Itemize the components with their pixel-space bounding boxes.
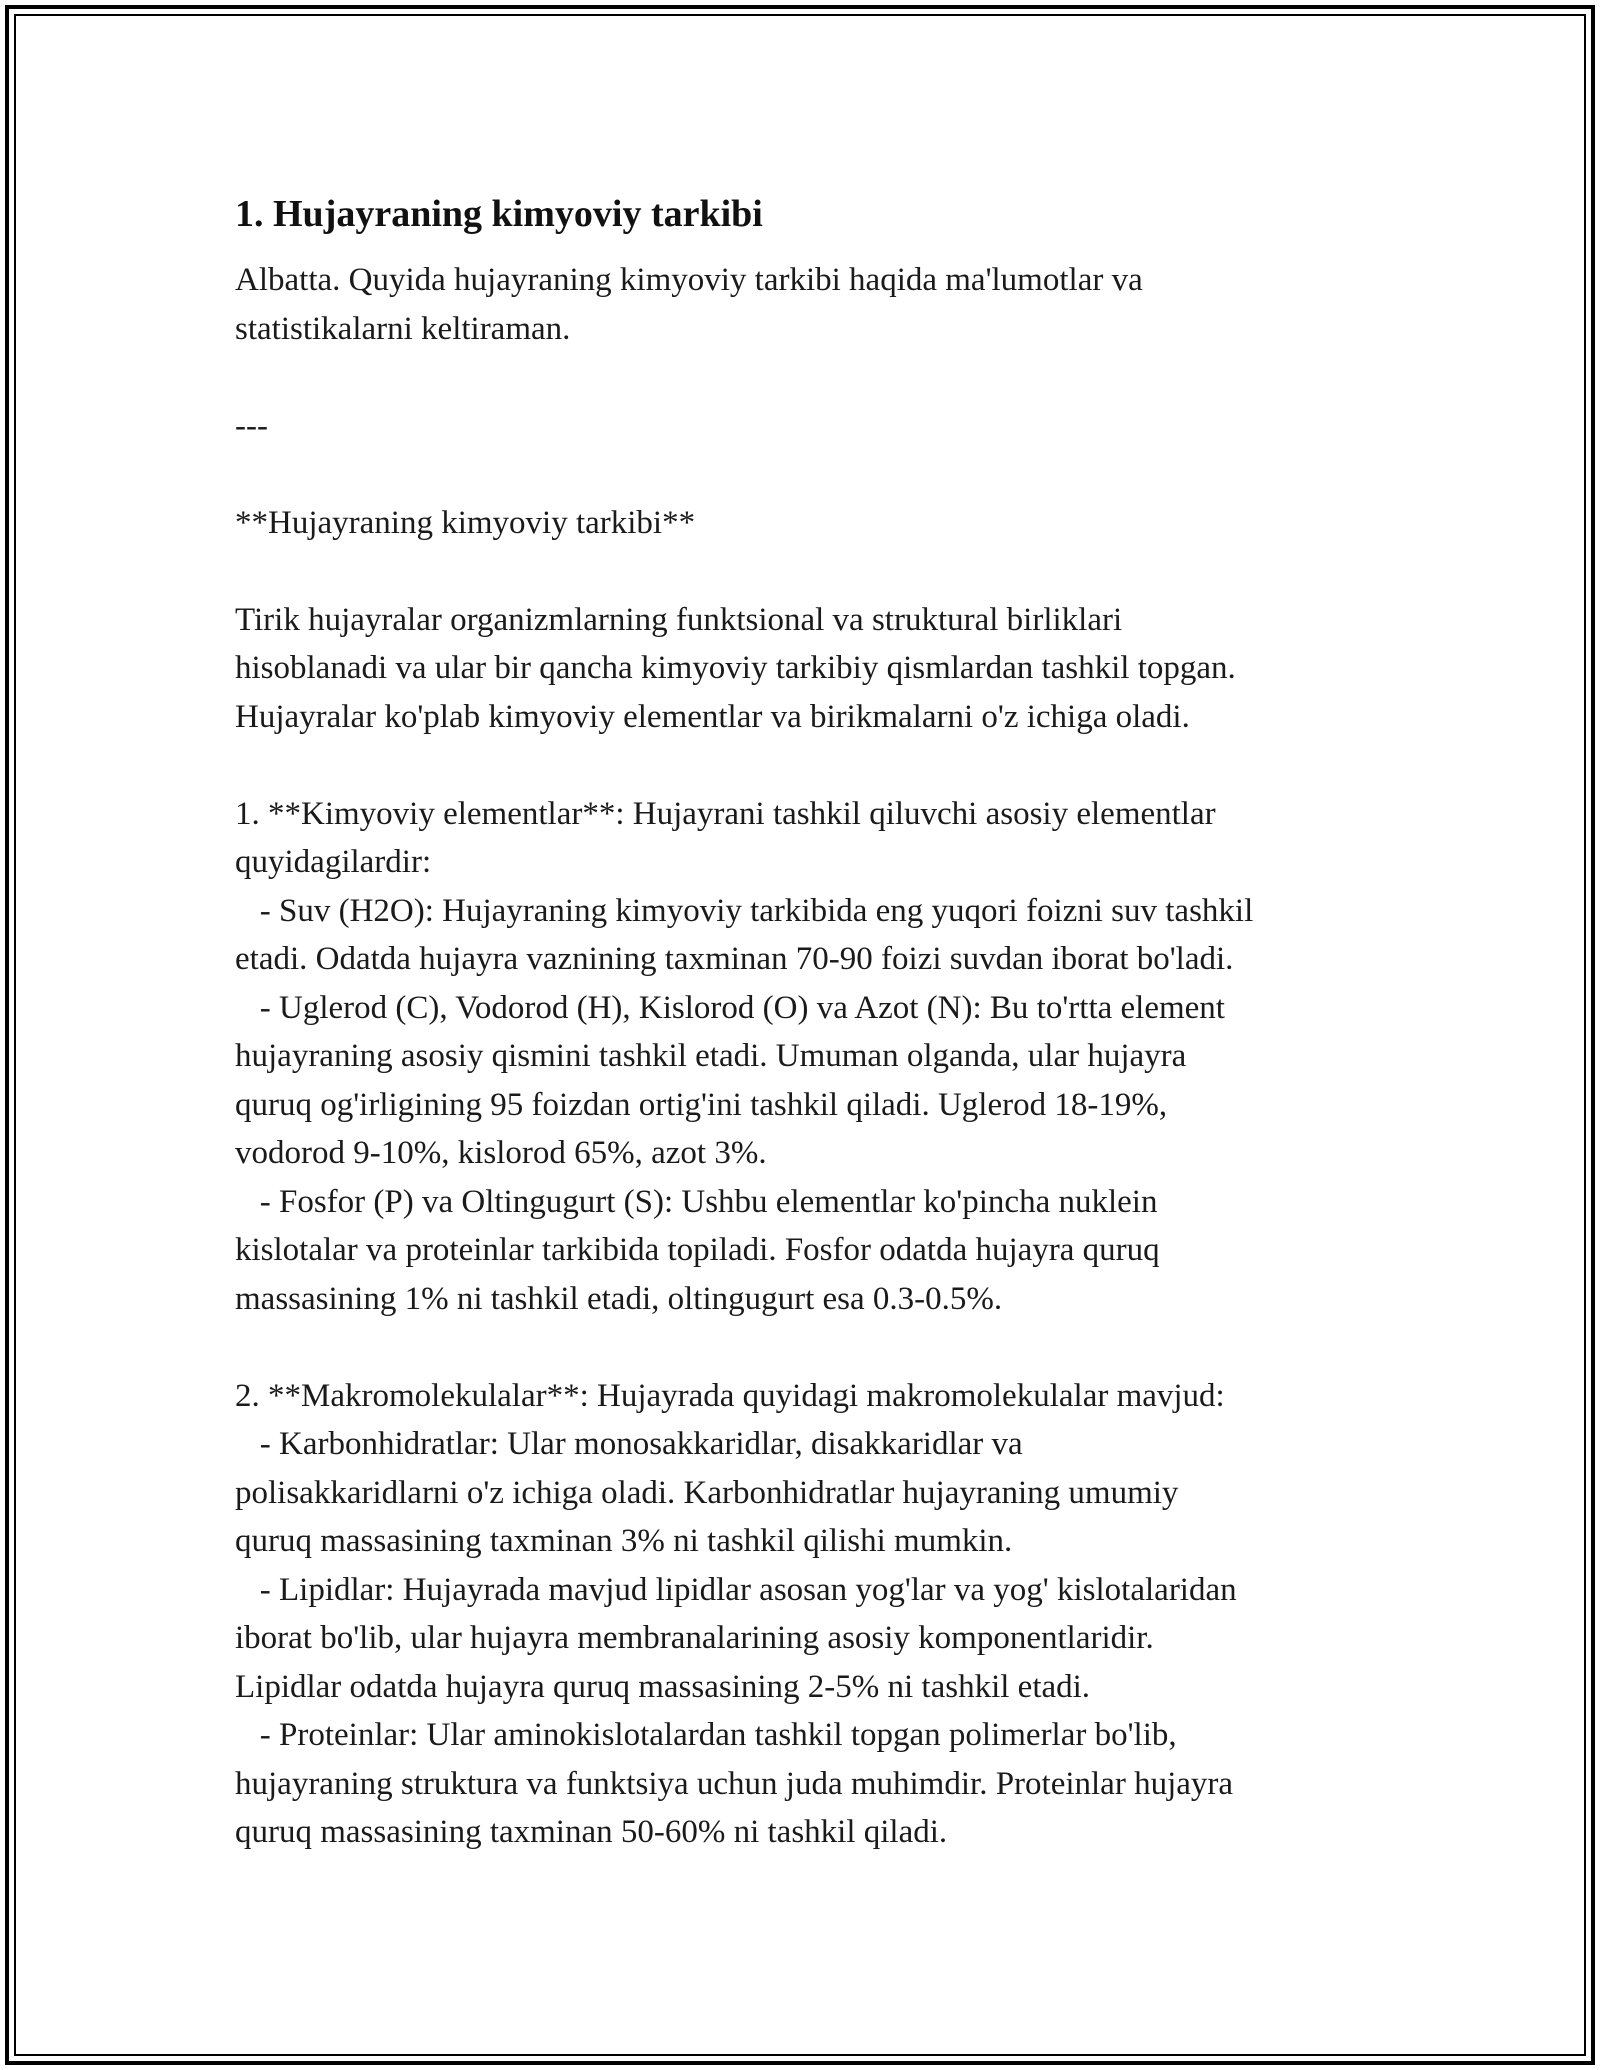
document-body: Albatta. Quyida hujayraning kimyoviy tarkibi haqida ma'lumotlar va statistikalarni keltiraman. --- **Hujayraning kimyoviy tarkibi** Tirik hujayralar organizmlarning funktsional va struktural birliklari hisoblanadi va ular bir qancha kimyoviy tarkibiy qismlardan tashkil topgan. Hujayralar ko'plab kimyoviy elementlar va birikmalarni o'z ichiga oladi. 1. **Kimyoviy elementlar**: Hujayrani tashkil qiluvchi asosiy elementlar quyidagilardir: - Suv (H2O): Hujayraning kimyoviy tarkibida eng yuqori foizni suv tashkil etadi. Odatda hujayra vaznining taxminan 70-90 foizi suvdan iborat bo'ladi. - Uglerod (C), Vodorod (H), Kislorod (O) va Azot (N): Bu to'rtta element hujayraning asosiy qismini tashkil etadi. Umuman olganda, ular hujayra quruq og'irligining 95 foizdan ortig'ini tashkil qiladi. Uglerod 18-19%, vodorod 9-10%, kislorod 65%, azot 3%. - Fosfor (P) va Oltingugurt (S): Ushbu elementlar ko'pincha nuklein kislotalar va proteinlar tarkibida topiladi. Fosfor odatda hujayra quruq massasining 1% ni tashkil etadi, oltingugurt esa 0.3-0.5%. 2. **Makromolekulalar**: Hujayrada quyidagi makromolekulalar mavjud: - Karbonhidratlar: Ular monosakkaridlar, disakkaridlar va polisakkaridlarni o'z ichiga oladi. Karbonhidratlar hujayraning umumiy quruq massasining taxminan 3% ni tashkil qilishi mumkin. - Lipidlar: Hujayrada mavjud lipidlar asosan yog'lar va yog' kislotalaridan iborat bo'lib, ular hujayra membranalarining asosiy komponentlaridir. Lipidlar odatda hujayra quruq massasining 2-5% ni tashkil etadi. - Proteinlar: Ular aminokislotalardan tashkil topgan polimerlar bo'lib, hujayraning struktura va funktsiya uchun juda muhimdir. Proteinlar hujayra quruq massasining taxminan 50-60% ni tashkil qiladi.: [235, 262, 1254, 1850]
document-title: 1. Hujayraning kimyoviy tarkibi: [235, 193, 763, 235]
document-content: [235, 190, 1385, 1857]
